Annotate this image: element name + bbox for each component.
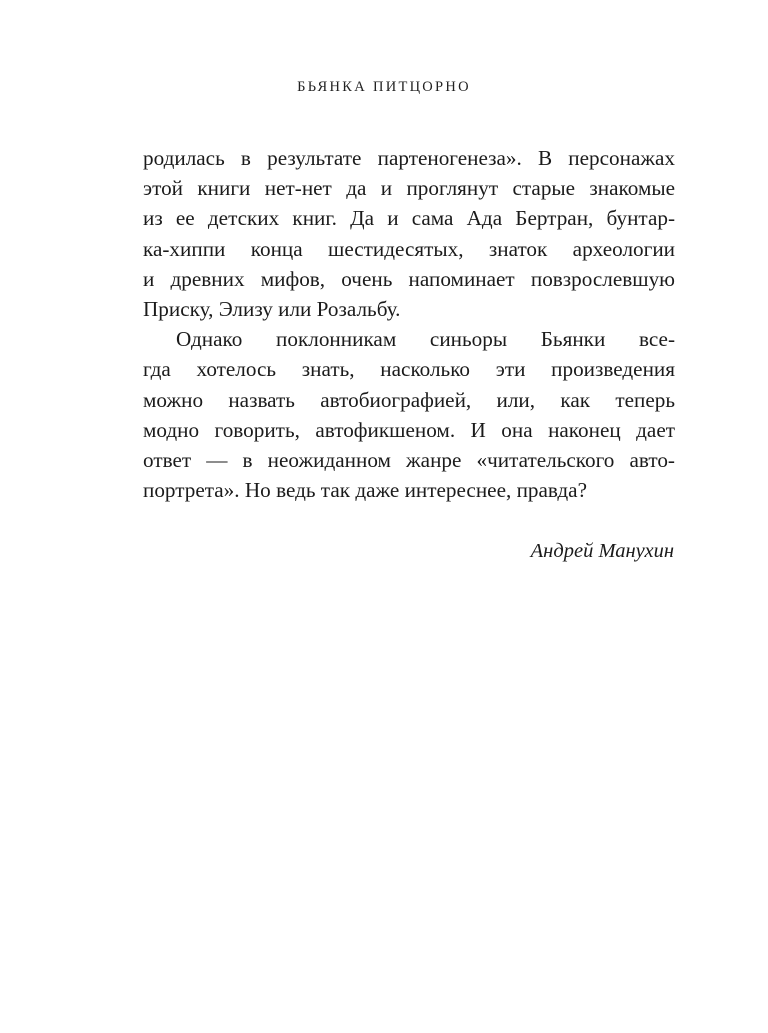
text-line: родилась в результате партеногенеза». В персонажах — [143, 146, 675, 170]
text-line: ка-хиппи конца шестидесятых, знаток археологии — [143, 236, 675, 261]
text-line: и древних мифов, очень напоминает повзрослевшую — [143, 266, 675, 291]
text-line: Приску, Элизу или Розальбу. — [143, 296, 401, 321]
text-line: модно говорить, автофикшеном. И она наконец дает — [143, 417, 675, 442]
signature: Андрей Манухин — [530, 540, 674, 562]
text-line: можно назвать автобиографией, или, как теперь — [143, 387, 675, 412]
text-line: Однако поклонникам синьоры Бьянки все- — [176, 327, 675, 352]
text-line: портрета». Но ведь так даже интереснее, правда? — [143, 478, 587, 503]
running-head: БЬЯНКА ПИТЦОРНО — [297, 79, 471, 95]
paragraph-2 — [143, 324, 675, 505]
main-text — [143, 143, 675, 505]
text-line: из ее детских книг. Да и сама Ада Бертран, бунтар- — [143, 206, 675, 231]
text-line: этой книги нет-нет да и проглянут старые знакомые — [143, 176, 675, 201]
text-line: гда хотелось знать, насколько эти произведения — [143, 357, 675, 382]
text-line: ответ — в неожиданном жанре «читательского авто- — [143, 447, 675, 472]
paragraph-1 — [143, 143, 675, 324]
